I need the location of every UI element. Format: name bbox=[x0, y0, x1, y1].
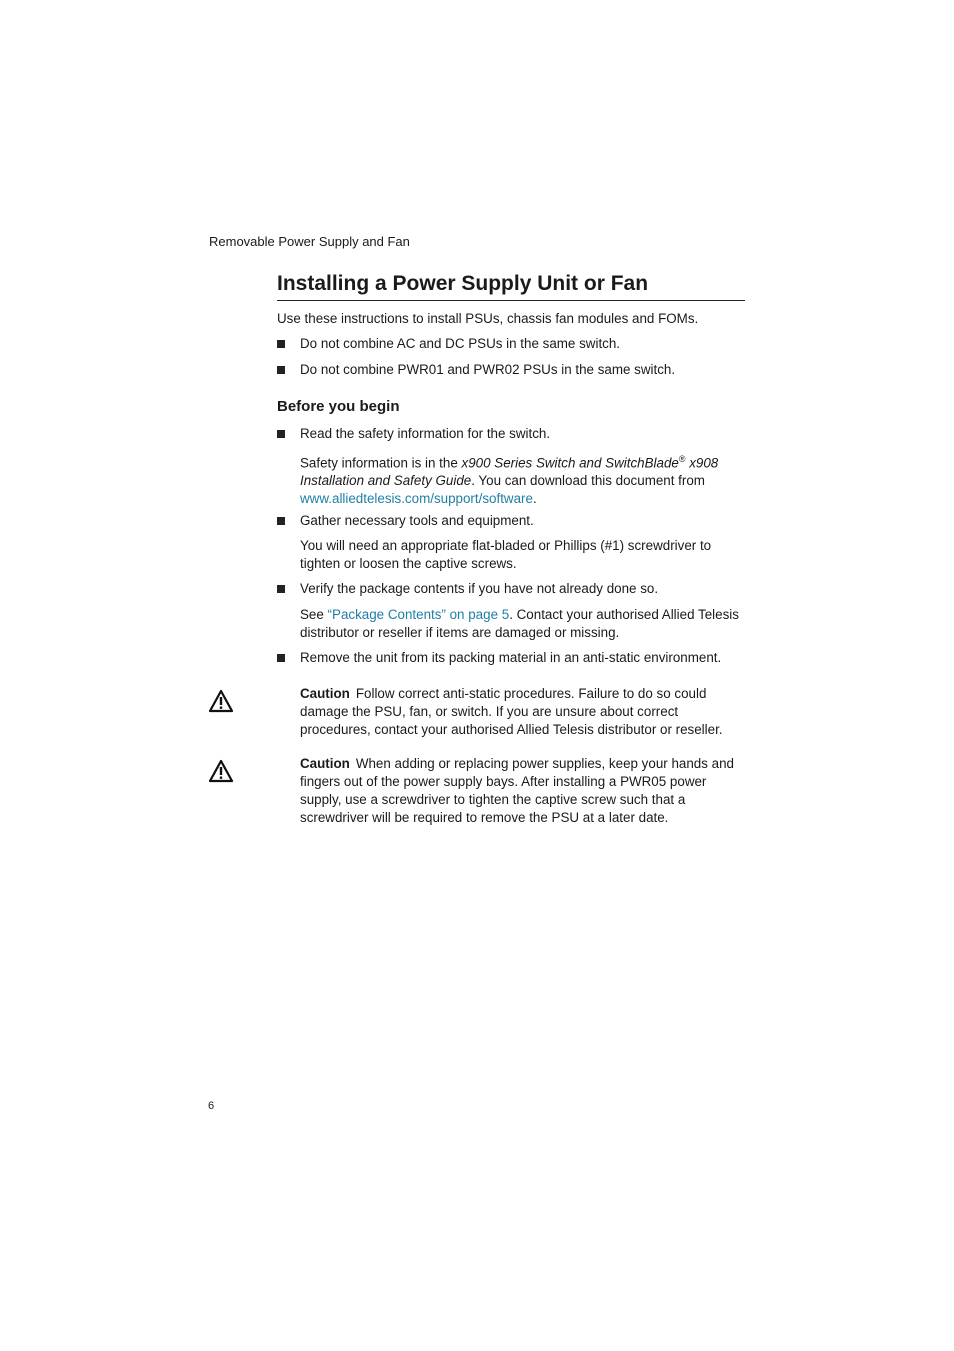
text-run: . bbox=[532, 491, 537, 507]
bullet-icon bbox=[277, 430, 285, 438]
caution-note bbox=[300, 685, 745, 739]
list-item-text: Do not combine AC and DC PSUs in the same switch. bbox=[300, 336, 621, 351]
support-url-link[interactable]: www.alliedtelesis.com/support/software bbox=[300, 491, 533, 507]
bullet-icon bbox=[277, 585, 285, 593]
page-number: 6 bbox=[208, 1100, 215, 1112]
section-heading: Before you begin bbox=[277, 398, 400, 415]
bullet-icon bbox=[277, 517, 285, 525]
package-detail-text bbox=[300, 606, 745, 642]
bullet-icon bbox=[277, 654, 285, 662]
warning-triangle-icon bbox=[208, 689, 234, 713]
running-header: Removable Power Supply and Fan bbox=[209, 234, 410, 249]
doc-title-cont: x908 Installation and Safety Guide bbox=[300, 455, 719, 489]
caution-text: Follow correct anti-static procedures. Failure to do so could damage the PSU, fan, or switch. If you are unsure about correct procedures, contact your authorised Allied Telesis distributor or reseller. bbox=[300, 686, 723, 737]
caution-note bbox=[300, 755, 745, 827]
text-run: Safety information is in the bbox=[300, 455, 462, 471]
bullet-icon bbox=[277, 366, 285, 374]
list-item-text: Verify the package contents if you have not already done so. bbox=[300, 581, 659, 596]
text-run: . Contact your authorised Allied Telesis distributor or reseller if items are damaged or missing. bbox=[300, 607, 739, 640]
caution-text: When adding or replacing power supplies, keep your hands and fingers out of the power supply bays. After installing a PWR05 power supply, use a screwdriver to tighten the captive screw such that a screwdriver will be required to remove the PSU at a later date. bbox=[300, 756, 734, 825]
warning-triangle-icon bbox=[208, 759, 234, 783]
caution-label: Caution bbox=[300, 756, 350, 771]
tools-detail-text: You will need an appropriate flat-bladed or Phillips (#1) screwdriver to tighten or loosen the captive screws. bbox=[300, 538, 712, 571]
page-title: Installing a Power Supply Unit or Fan bbox=[277, 270, 745, 301]
safety-info-text bbox=[300, 450, 745, 508]
intro-text: Use these instructions to install PSUs, chassis fan modules and FOMs. bbox=[277, 311, 699, 326]
list-item-text: Remove the unit from its packing material in an anti-static environment. bbox=[300, 650, 722, 665]
list-item-text: Read the safety information for the switch. bbox=[300, 426, 551, 441]
list-item-text: Gather necessary tools and equipment. bbox=[300, 513, 534, 528]
doc-title: x900 Series Switch and SwitchBlade bbox=[461, 455, 679, 471]
registered-mark: ® bbox=[678, 454, 686, 464]
caution-label: Caution bbox=[300, 686, 350, 701]
text-run: See bbox=[300, 607, 328, 622]
text-run: . You can download this document from bbox=[471, 473, 705, 489]
bullet-icon bbox=[277, 340, 285, 348]
package-contents-link[interactable]: “Package Contents” on page 5 bbox=[327, 607, 510, 622]
list-item-text: Do not combine PWR01 and PWR02 PSUs in the same switch. bbox=[300, 362, 676, 377]
